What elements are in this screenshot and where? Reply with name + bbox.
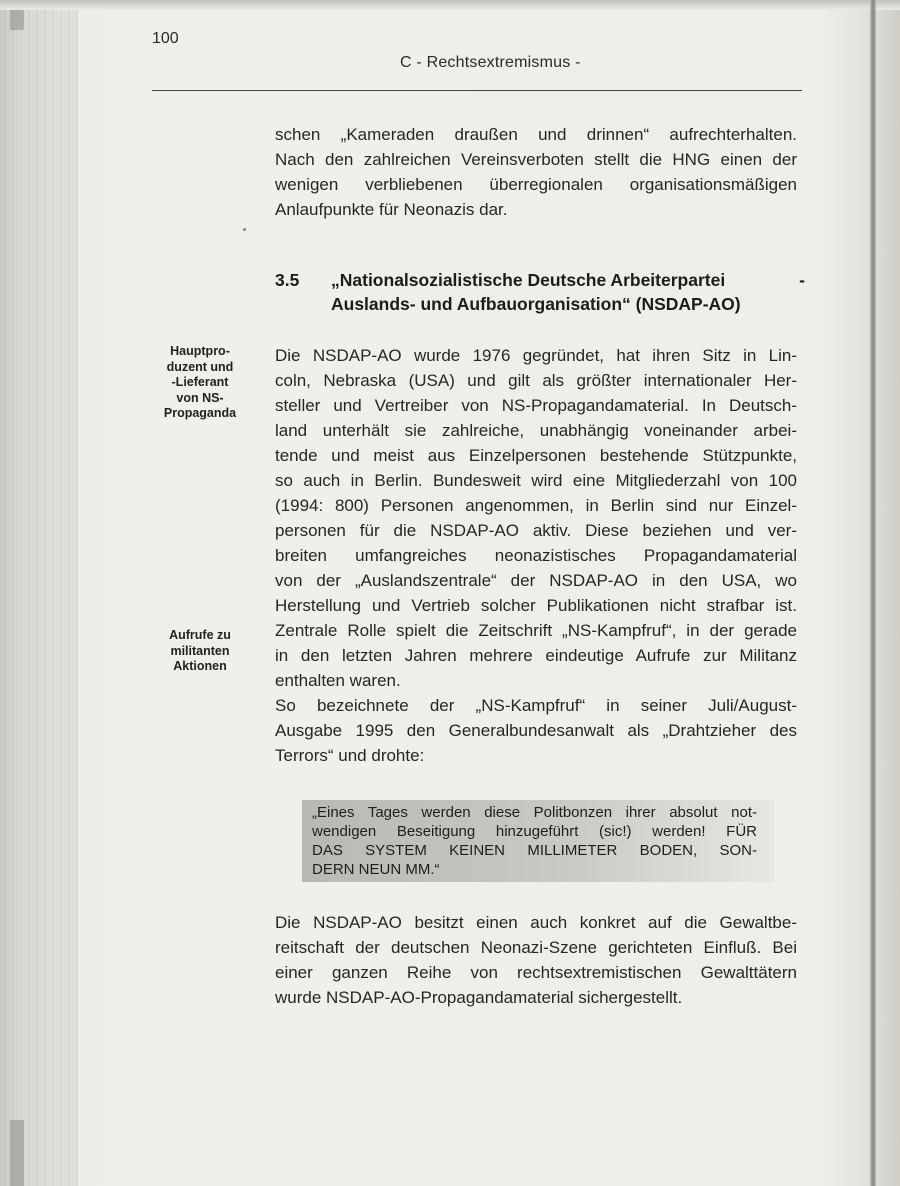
quote-line: DAS SYSTEM KEINEN MILLIMETER BODEN, SON- <box>312 842 757 859</box>
margin-note-militancy <box>140 628 260 675</box>
margin-note-line: duzent und <box>166 359 234 374</box>
margin-note-line: Aktionen <box>173 659 227 673</box>
text-line: coln, Nebraska (USA) und gilt als größter internationaler Her- <box>275 371 797 390</box>
text-line: von der „Auslandszentrale“ der NSDAP-AO in den USA, wo <box>275 571 797 590</box>
margin-note-line: Hauptpro- <box>170 344 230 358</box>
quote-line: DERN NEUN MM.“ <box>312 861 440 878</box>
text-line: (1994: 800) Personen angenommen, in Berlin sind nur Einzel- <box>275 496 797 515</box>
text-line: So bezeichnete der „NS-Kampfruf“ in seiner Juli/August- <box>275 696 797 715</box>
page-top-edge <box>0 0 900 10</box>
text-line: Zentrale Rolle spielt die Zeitschrift „NS-Kampfruf“, in der gerade <box>275 621 797 640</box>
text-line: wurde NSDAP-AO-Propagandamaterial sichergestellt. <box>275 988 683 1007</box>
closing-paragraph <box>275 910 797 1010</box>
header-rule <box>152 90 802 91</box>
text-line: Herstellung und Vertrieb solcher Publikationen nicht strafbar ist. <box>275 596 797 615</box>
text-line: einer ganzen Reihe von rechtsextremistischen Gewalttätern <box>275 963 797 982</box>
margin-note-line: Aufrufe zu <box>169 628 231 642</box>
intro-paragraph <box>275 122 797 222</box>
text-line: enthalten waren. <box>275 671 401 690</box>
margin-note-line: -Lieferant <box>171 375 229 389</box>
book-spine <box>0 0 78 1186</box>
text-line: personen für die NSDAP-AO aktiv. Diese beziehen und ver- <box>275 521 797 540</box>
text-line: in den letzten Jahren mehrere eindeutige Aufrufe zur Militanz <box>275 646 797 665</box>
quote-line: „Eines Tages werden diese Politbonzen ihrer absolut not- <box>312 804 757 821</box>
quote-line: wendigen Beseitigung hinzugeführt (sic!) werden! FÜR <box>312 823 757 840</box>
text-line: wenigen verbliebenen überregionalen organisationsmäßigen <box>275 175 797 194</box>
text-line: Nach den zahlreichen Vereinsverboten stellt die HNG einen der <box>275 150 797 169</box>
section-title-line1-row <box>331 268 805 292</box>
speck <box>243 228 246 231</box>
spine-shadow-bottom <box>10 1120 24 1186</box>
text-line: Terrors“ und drohte: <box>275 746 425 765</box>
text-line: Ausgabe 1995 den Generalbundesanwalt als „Drahtzieher des <box>275 721 797 740</box>
quote-block <box>312 803 757 879</box>
page-number: 100 <box>152 30 179 47</box>
text-line: so auch in Berlin. Bundesweit wird eine Mitgliederzahl von 100 <box>275 471 797 490</box>
text-line: Die NSDAP-AO wurde 1976 gegründet, hat ihren Sitz in Lin- <box>275 346 797 365</box>
section-title-dash: - <box>799 270 805 290</box>
text-line: tende und meist aus Einzelpersonen bestehende Stützpunkte, <box>275 446 797 465</box>
text-line: reitschaft der deutschen Neonazi-Szene gerichteten Einfluß. Bei <box>275 938 797 957</box>
text-line: Anlaufpunkte für Neonazis dar. <box>275 200 508 219</box>
margin-note-line: militanten <box>170 643 230 658</box>
page-right-edge <box>870 0 876 1186</box>
section-title-line1: „Nationalsozialistische Deutsche Arbeiterpartei <box>331 270 726 290</box>
body-paragraph <box>275 343 797 768</box>
margin-note-line: von NS- <box>176 390 224 405</box>
text-line: Die NSDAP-AO besitzt einen auch konkret auf die Gewaltbe- <box>275 913 797 932</box>
text-line: schen „Kameraden draußen und drinnen“ aufrechterhalten. <box>275 125 797 144</box>
section-title-line2: Auslands- und Aufbauorganisation“ (NSDAP-AO) <box>331 294 741 314</box>
section-number: 3.5 <box>275 270 300 290</box>
margin-note-producer <box>140 344 260 422</box>
text-line: land unterhält sie zahlreiche, unabhängig voneinander arbei- <box>275 421 797 440</box>
text-line: steller und Vertreiber von NS-Propagandamaterial. In Deutsch- <box>275 396 797 415</box>
text-line: breiten umfangreiches neonazistisches Propagandamaterial <box>275 546 797 565</box>
margin-note-line: Propaganda <box>163 406 237 420</box>
running-head: C - Rechtsextremismus - <box>400 54 581 71</box>
